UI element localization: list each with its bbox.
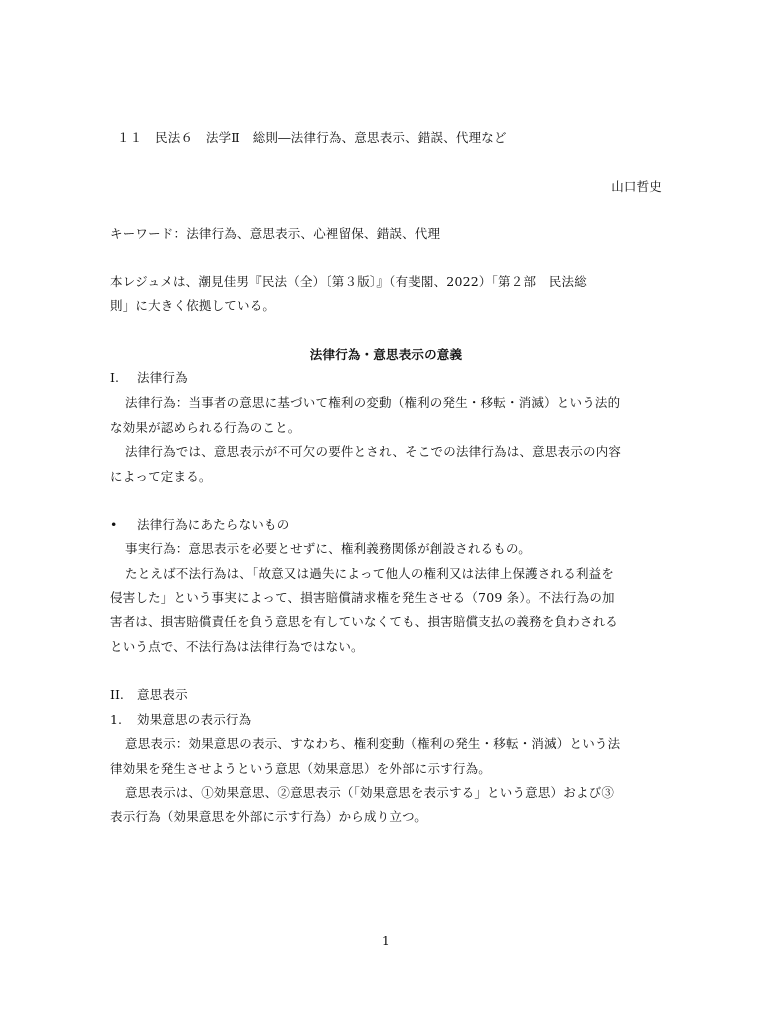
section-2-line-3: 意思表示は、①効果意思、②意思表示（「効果意思を表示する」という意思）および③	[125, 785, 615, 800]
bullet-line-1: 事実行為：意思表示を必要とせずに、権利義務関係が創設されるもの。	[125, 541, 531, 556]
section-1-title: 法律行為	[137, 370, 188, 385]
bullet-line-5: という点で、不法行為は法律行為ではない。	[110, 639, 364, 654]
section-2-line-1: 意思表示：効果意思の表示、すなわち、権利変動（権利の発生・移転・消滅）という法	[125, 736, 621, 751]
section-1-line-2: な効果が認められる行為のこと。	[110, 420, 301, 435]
bullet-marker: •	[110, 517, 118, 532]
bullet-title: 法律行為にあたらないもの	[137, 517, 290, 532]
bullet-line-3: 侵害した」という事実によって、損害賠償請求権を発生させる（709 条）。不法行為の加	[110, 590, 615, 605]
section-2-marker: II.	[110, 687, 124, 702]
document-title: １１ 民法６ 法学Ⅱ 総則―法律行為、意思表示、錯誤、代理など	[117, 130, 507, 145]
intro-line-1: 本レジュメは、潮見佳男『民法（全）〔第３版〕』（有斐閣、2022）「第２部 民法総	[110, 274, 587, 289]
author-name: 山口哲史	[611, 179, 662, 194]
bullet-line-2: たとえば不法行為は、「故意又は過失によって他人の権利又は法律上保護される利益を	[125, 566, 615, 581]
bullet-line-4: 害者は、損害賠償責任を負う意思を有していなくても、損害賠償支払の義務を負わされる	[110, 614, 619, 629]
intro-line-2: 則」に大きく依拠している。	[110, 298, 276, 313]
section-1-line-3: 法律行為では、意思表示が不可欠の要件とされ、そこでの法律行為は、意思表示の内容	[125, 444, 622, 459]
subsection-1-marker: 1.	[110, 712, 122, 727]
section-2-title: 意思表示	[137, 687, 188, 702]
page-number: 1	[381, 933, 391, 948]
keywords-line: キーワード：法律行為、意思表示、心裡留保、錯誤、代理	[110, 226, 441, 241]
section-2-line-4: 表示行為（効果意思を外部に示す行為）から成り立つ。	[110, 809, 428, 824]
subsection-1-title: 効果意思の表示行為	[137, 712, 252, 727]
section-1-line-1: 法律行為：当事者の意思に基づいて権利の変動（権利の発生・移転・消滅）という法的	[125, 395, 621, 410]
section-heading: 法律行為・意思表示の意義	[309, 347, 463, 362]
section-1-line-4: によって定まる。	[110, 469, 212, 484]
section-2-line-2: 律効果を発生させようという意思（効果意思）を外部に示す行為。	[110, 761, 492, 776]
section-1-marker: I.	[110, 370, 119, 385]
